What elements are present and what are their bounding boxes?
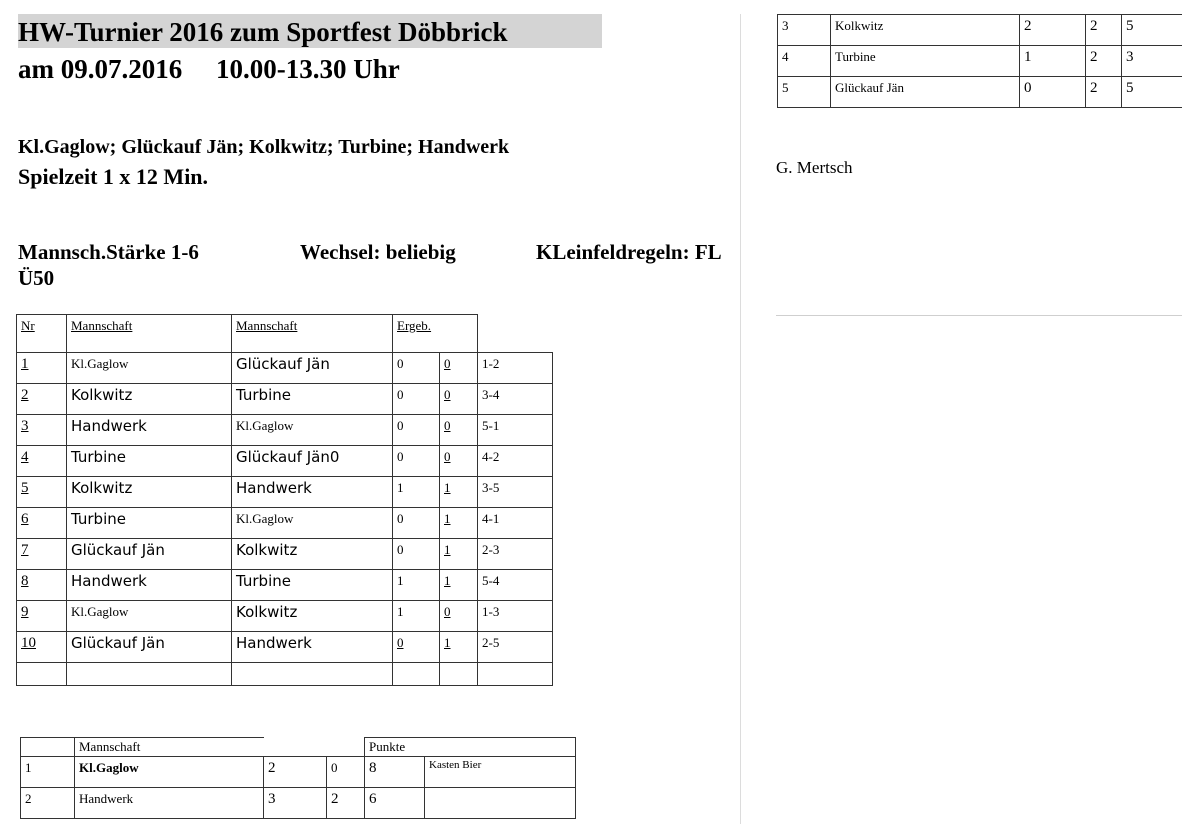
match-score: 3-5 [477, 476, 553, 508]
match-goal-2: 0 [439, 383, 478, 415]
match-away-team: Kolkwitz [231, 538, 393, 570]
standings-rank: 1 [20, 756, 75, 788]
standings-points: 3 [1121, 45, 1182, 77]
match-nr: 4 [16, 445, 67, 477]
match-goal-2: 1 [439, 569, 478, 601]
standings-team: Turbine [830, 45, 1020, 77]
empty-cell [16, 662, 67, 686]
match-goal-1: 0 [392, 445, 440, 477]
match-nr: 1 [16, 352, 67, 384]
document-subtitle: am 09.07.2016 10.00-13.30 Uhr [18, 54, 400, 84]
match-nr: 8 [16, 569, 67, 601]
match-nr: 10 [16, 631, 67, 663]
standings-points: 5 [1121, 76, 1182, 108]
empty-cell [392, 662, 440, 686]
age-class: Ü50 [18, 266, 55, 290]
match-goal-1: 1 [392, 600, 440, 632]
match-score: 5-1 [477, 414, 553, 446]
standings-col-a: 0 [1019, 76, 1086, 108]
horizontal-rule [776, 315, 1182, 316]
standings-col-b: 0 [326, 756, 365, 788]
match-home-team: Kolkwitz [66, 383, 232, 415]
standings-col-b: 2 [1085, 14, 1122, 46]
match-nr: 2 [16, 383, 67, 415]
match-goal-1: 0 [392, 352, 440, 384]
match-away-team: Handwerk [231, 476, 393, 508]
standings-rank: 4 [777, 45, 831, 77]
match-away-team: Turbine [231, 569, 393, 601]
match-home-team: Kolkwitz [66, 476, 232, 508]
match-goal-2: 1 [439, 631, 478, 663]
standings-col-a: 2 [1019, 14, 1086, 46]
match-nr: 6 [16, 507, 67, 539]
match-goal-2: 0 [439, 445, 478, 477]
team-size: Mannsch.Stärke 1-6 [18, 240, 199, 264]
standings-col-b: 2 [1085, 76, 1122, 108]
empty-cell [231, 662, 393, 686]
game-duration: Spielzeit 1 x 12 Min. [18, 164, 209, 189]
standings-points: 8 [364, 756, 425, 788]
match-away-team: Kl.Gaglow [231, 414, 393, 446]
standings-col-b: 2 [326, 787, 365, 819]
match-goal-2: 1 [439, 538, 478, 570]
match-goal-1: 0 [392, 631, 440, 663]
standings-team: Handwerk [74, 787, 264, 819]
header-team-away: Mannschaft [231, 314, 393, 353]
match-home-team: Handwerk [66, 414, 232, 446]
standings-col-b: 2 [1085, 45, 1122, 77]
match-away-team: Turbine [231, 383, 393, 415]
match-goal-1: 1 [392, 476, 440, 508]
match-home-team: Glückauf Jän [66, 631, 232, 663]
match-score: 2-5 [477, 631, 553, 663]
match-score: 4-2 [477, 445, 553, 477]
match-goal-2: 0 [439, 600, 478, 632]
teams-list: Kl.Gaglow; Glückauf Jän; Kolkwitz; Turbine; Handwerk [18, 136, 510, 158]
match-score: 1-2 [477, 352, 553, 384]
standings-header-points: Punkte [364, 737, 576, 757]
signature: G. Mertsch [776, 158, 853, 177]
standings-team: Kl.Gaglow [74, 756, 264, 788]
match-goal-2: 1 [439, 507, 478, 539]
match-away-team: Glückauf Jän0 [231, 445, 393, 477]
standings-prize: Kasten Bier [424, 756, 576, 788]
empty-cell [66, 662, 232, 686]
match-home-team: Kl.Gaglow [66, 600, 232, 632]
standings-col-a: 1 [1019, 45, 1086, 77]
standings-rank: 2 [20, 787, 75, 819]
match-nr: 5 [16, 476, 67, 508]
match-goal-2: 0 [439, 414, 478, 446]
match-nr: 9 [16, 600, 67, 632]
match-score: 3-4 [477, 383, 553, 415]
match-nr: 7 [16, 538, 67, 570]
match-home-team: Turbine [66, 445, 232, 477]
match-goal-2: 0 [439, 352, 478, 384]
page-divider [740, 14, 741, 824]
standings-rank: 5 [777, 76, 831, 108]
match-away-team: Kolkwitz [231, 600, 393, 632]
match-goal-1: 1 [392, 569, 440, 601]
standings-prize [424, 787, 576, 819]
standings-points: 5 [1121, 14, 1182, 46]
substitution-rule: Wechsel: beliebig [300, 240, 456, 264]
match-goal-1: 0 [392, 507, 440, 539]
match-home-team: Glückauf Jän [66, 538, 232, 570]
empty-cell [477, 662, 553, 686]
match-goal-1: 0 [392, 538, 440, 570]
match-score: 4-1 [477, 507, 553, 539]
match-away-team: Kl.Gaglow [231, 507, 393, 539]
standings-points: 6 [364, 787, 425, 819]
document-title: HW-Turnier 2016 zum Sportfest Döbbrick [18, 14, 602, 48]
standings-team: Glückauf Jän [830, 76, 1020, 108]
standings-col-a: 2 [263, 756, 327, 788]
standings-header-team: Mannschaft [74, 737, 264, 757]
match-score: 5-4 [477, 569, 553, 601]
match-nr: 3 [16, 414, 67, 446]
match-home-team: Turbine [66, 507, 232, 539]
header-nr: Nr [16, 314, 67, 353]
standings-rank: 3 [777, 14, 831, 46]
match-score: 2-3 [477, 538, 553, 570]
standings-team: Kolkwitz [830, 14, 1020, 46]
match-away-team: Handwerk [231, 631, 393, 663]
standings-header-rank [20, 737, 75, 757]
match-goal-2: 1 [439, 476, 478, 508]
field-rules: KLeinfeldregeln: FL [536, 240, 722, 264]
match-away-team: Glückauf Jän [231, 352, 393, 384]
standings-col-a: 3 [263, 787, 327, 819]
match-goal-1: 0 [392, 383, 440, 415]
match-home-team: Handwerk [66, 569, 232, 601]
match-score: 1-3 [477, 600, 553, 632]
match-home-team: Kl.Gaglow [66, 352, 232, 384]
match-goal-1: 0 [392, 414, 440, 446]
header-result: Ergeb. [392, 314, 478, 353]
empty-cell [439, 662, 478, 686]
header-team-home: Mannschaft [66, 314, 232, 353]
